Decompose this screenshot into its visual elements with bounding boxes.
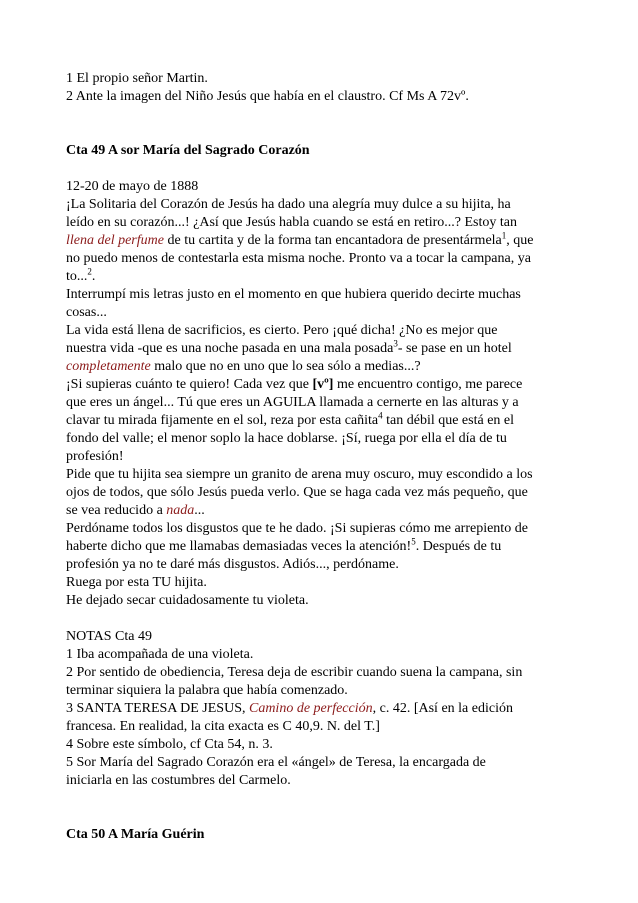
note-line: 1 Iba acompañada de una violeta. bbox=[66, 647, 254, 662]
body-text: se vea reducido a bbox=[66, 503, 167, 518]
body-text: - se pase en un hotel bbox=[397, 341, 512, 356]
emphasis-text: completamente bbox=[66, 359, 151, 374]
body-line bbox=[66, 340, 586, 358]
note-line: 5 Sor María del Sagrado Corazón era el «ángel» de Teresa, la encargada de bbox=[66, 755, 486, 770]
notes-49 bbox=[66, 628, 586, 790]
letter-49-body bbox=[66, 178, 586, 610]
body-text: haberte dicho que me llamabas demasiadas veces la atención! bbox=[66, 539, 412, 554]
emphasis-text: llena del perfume bbox=[66, 233, 164, 248]
folio-marker: [vº] bbox=[312, 377, 334, 392]
body-line bbox=[66, 538, 586, 556]
body-line: cosas... bbox=[66, 305, 107, 320]
emphasis-text: nada bbox=[166, 503, 195, 518]
note-text: , c. 42. [Así en la edición bbox=[372, 701, 513, 716]
notes-heading: NOTAS Cta 49 bbox=[66, 629, 152, 644]
footnote-ref: 4 bbox=[378, 410, 383, 421]
letter-49-title: Cta 49 A sor María del Sagrado Corazón bbox=[66, 143, 310, 158]
spacer bbox=[66, 106, 586, 142]
body-text: de tu cartita y de la forma tan encantadora de presentármela bbox=[163, 233, 502, 248]
body-text: to... bbox=[66, 269, 88, 284]
spacer bbox=[66, 610, 586, 628]
body-text: . Después de tu bbox=[415, 539, 502, 554]
body-line: Interrumpí mis letras justo en el momento en que hubiera querido decirte muchas bbox=[66, 287, 521, 302]
body-line bbox=[66, 376, 586, 394]
note-line: terminar siquiera la palabra que había comenzado. bbox=[66, 683, 348, 698]
spacer bbox=[66, 790, 586, 826]
letter-50-title: Cta 50 A María Guérin bbox=[66, 827, 205, 842]
letter-date: 12-20 de mayo de 1888 bbox=[66, 179, 199, 194]
footnote-ref: 5 bbox=[411, 536, 416, 547]
body-text: me encuentro contigo, me parece bbox=[333, 377, 523, 392]
body-line bbox=[66, 502, 586, 520]
note-text: 3 SANTA TERESA DE JESUS, bbox=[66, 701, 249, 716]
body-line: que eres un ángel... Tú que eres un AGUILA llamada a cernerte en las alturas y a bbox=[66, 395, 519, 410]
body-line: profesión! bbox=[66, 449, 124, 464]
prev-note-2: 2 Ante la imagen del Niño Jesús que había en el claustro. Cf Ms A 72vº. bbox=[66, 89, 469, 104]
body-line: Perdóname todos los disgustos que te he dado. ¡Si supieras cómo me arrepiento de bbox=[66, 521, 528, 536]
body-line bbox=[66, 358, 586, 376]
note-line: francesa. En realidad, la cita exacta es C 40,9. N. del T.] bbox=[66, 719, 380, 734]
body-text: , que bbox=[506, 233, 534, 248]
body-line: He dejado secar cuidadosamente tu violeta. bbox=[66, 593, 309, 608]
document-page bbox=[66, 70, 586, 844]
body-text: malo que no en uno que lo sea sólo a medias...? bbox=[150, 359, 421, 374]
note-line: 4 Sobre este símbolo, cf Cta 54, n. 3. bbox=[66, 737, 273, 752]
body-line bbox=[66, 268, 586, 286]
body-line: profesión ya no te daré más disgustos. Adiós..., perdóname. bbox=[66, 557, 399, 572]
emphasis-text: Camino de perfección bbox=[248, 701, 373, 716]
note-line bbox=[66, 700, 586, 718]
body-text: nuestra vida -que es una noche pasada en una mala posada bbox=[66, 341, 394, 356]
body-line: Ruega por esta TU hijita. bbox=[66, 575, 207, 590]
footnote-ref: 2 bbox=[87, 266, 92, 277]
body-line: ojos de todos, que sólo Jesús pueda verlo. Que se haga cada vez más pequeño, que bbox=[66, 485, 528, 500]
footnote-ref: 3 bbox=[393, 338, 398, 349]
body-line: La vida está llena de sacrificios, es cierto. Pero ¡qué dicha! ¿No es mejor que bbox=[66, 323, 498, 338]
body-text: tan débil que está en el bbox=[382, 413, 515, 428]
body-line: no puedo menos de contestarla esta misma noche. Pronto va a tocar la campana, ya bbox=[66, 251, 531, 266]
note-line: iniciarla en las costumbres del Carmelo. bbox=[66, 773, 291, 788]
body-line bbox=[66, 412, 586, 430]
body-text: clavar tu mirada fijamente en el sol, reza por esta cañita bbox=[66, 413, 379, 428]
body-line: leído en su corazón...! ¿Así que Jesús habla cuando se está en retiro...? Estoy tan bbox=[66, 215, 517, 230]
body-line: Pide que tu hijita sea siempre un granito de arena muy oscuro, muy escondido a los bbox=[66, 467, 533, 482]
footnote-ref: 1 bbox=[501, 230, 507, 241]
note-line: 2 Por sentido de obediencia, Teresa deja de escribir cuando suena la campana, sin bbox=[66, 665, 523, 680]
body-line bbox=[66, 232, 586, 250]
body-line: fondo del valle; el menor soplo la hace doblarse. ¡Sí, ruega por ella el día de tu bbox=[66, 431, 507, 446]
body-text: ... bbox=[194, 503, 205, 518]
body-text: ¡Si supieras cuánto te quiero! Cada vez que bbox=[66, 377, 313, 392]
body-text: . bbox=[91, 269, 96, 284]
spacer bbox=[66, 160, 586, 178]
body-line: ¡La Solitaria del Corazón de Jesús ha dado una alegría muy dulce a su hijita, ha bbox=[66, 197, 511, 212]
prev-note-1: 1 El propio señor Martin. bbox=[66, 71, 208, 86]
